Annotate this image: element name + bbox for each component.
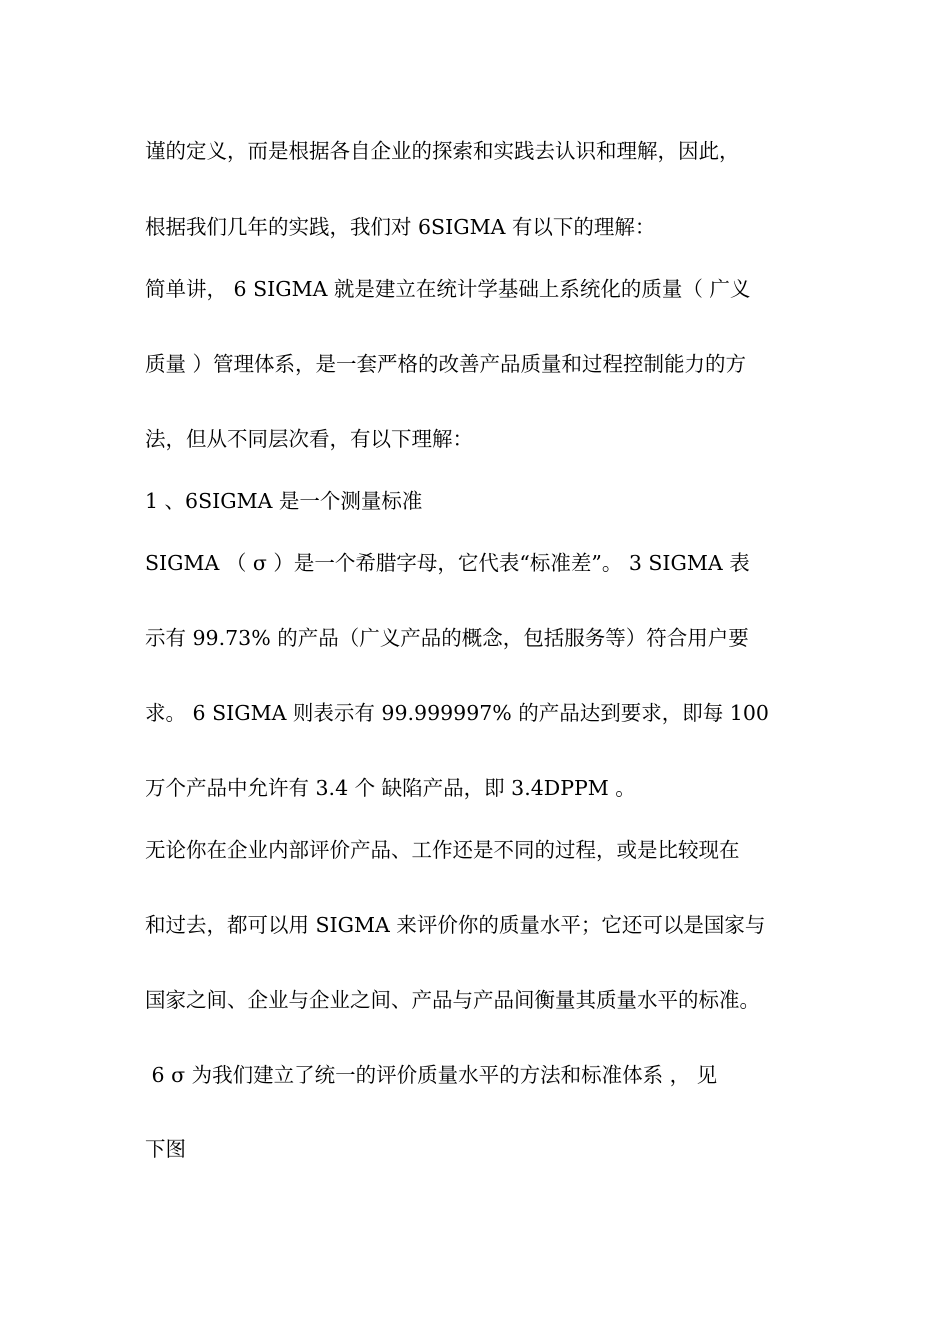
text-line-3: 简单讲， 6 SIGMA 就是建立在统计学基础上系统化的质量（ 广义: [145, 277, 751, 301]
text-line-1: 谨的定义，而是根据各自企业的探索和实践去认识和理解，因此，: [145, 139, 740, 163]
text-line-15: 下图: [145, 1137, 186, 1161]
text-line-7: SIGMA （ σ ）是一个希腊字母，它代表“标准差”。 3 SIGMA 表: [145, 551, 750, 575]
text-line-13: 国家之间、企业与企业之间、产品与产品间衡量其质量水平的标准。: [145, 988, 760, 1012]
text-line-2: 根据我们几年的实践，我们对 6SIGMA 有以下的理解：: [145, 215, 656, 239]
text-line-4: 质量 ）管理体系，是一套严格的改善产品质量和过程控制能力的方: [145, 352, 747, 376]
text-line-11: 无论你在企业内部评价产品、工作还是不同的过程，或是比较现在: [145, 838, 740, 862]
text-line-12: 和过去，都可以用 SIGMA 来评价你的质量水平；它还可以是国家与: [145, 913, 766, 937]
text-line-8: 示有 99.73% 的产品（广义产品的概念，包括服务等）符合用户要: [145, 626, 749, 650]
text-line-14: 6 σ 为我们建立了统一的评价质量水平的方法和标准体系 ， 见: [145, 1063, 718, 1087]
section-heading: 1 、6SIGMA 是一个测量标准: [145, 489, 423, 513]
text-line-10: 万个产品中允许有 3.4 个 缺陷产品，即 3.4DPPM 。: [145, 776, 636, 800]
text-line-5: 法，但从不同层次看，有以下理解：: [145, 427, 473, 451]
text-line-9: 求。 6 SIGMA 则表示有 99.999997% 的产品达到要求，即每 100: [145, 701, 769, 725]
